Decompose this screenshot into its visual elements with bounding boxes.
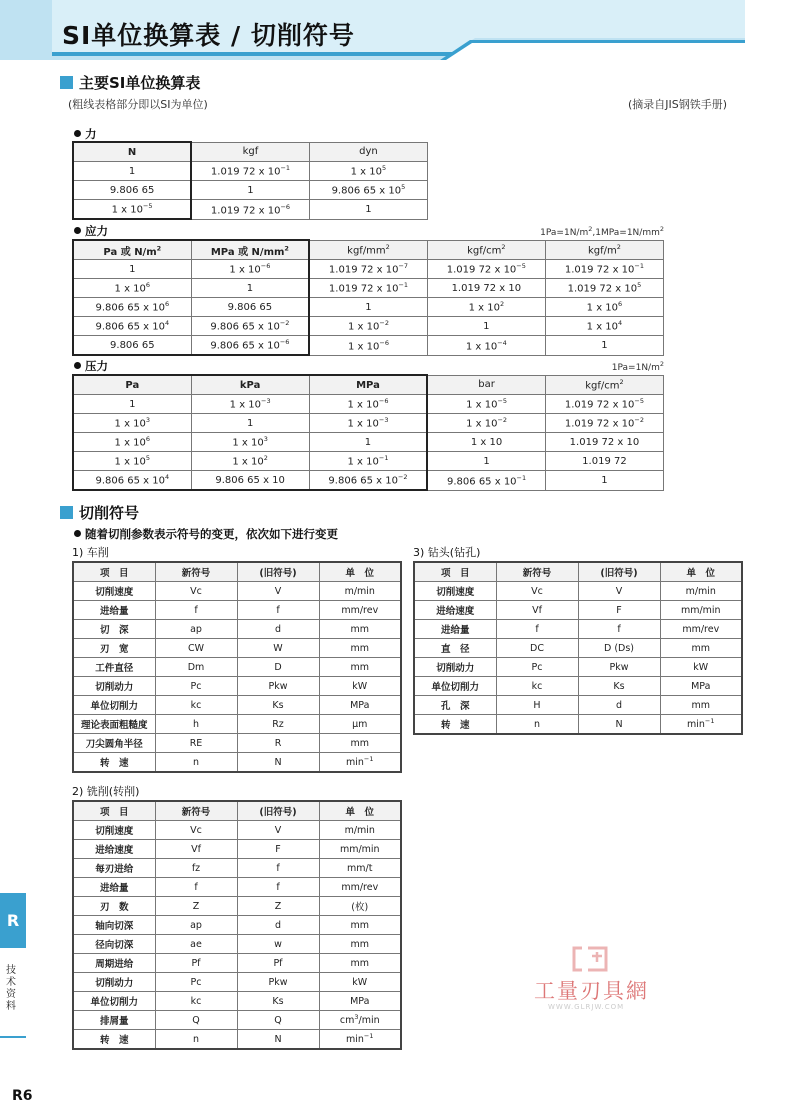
table-cell: μm <box>319 715 401 734</box>
table-header-cell: kgf <box>191 142 309 162</box>
table-cell: 1 x $10^{-2}$ <box>309 317 427 336</box>
table-cell: kW <box>319 677 401 696</box>
table-cell: 转 速 <box>73 753 155 773</box>
table-cell: 进给速度 <box>73 840 155 859</box>
table-header-cell: MPa <box>309 375 427 395</box>
table-cell: mm <box>319 734 401 753</box>
table-header-cell: 新符号 <box>155 562 237 582</box>
symbols-bullet <box>74 526 338 542</box>
bullet-dot-icon <box>74 362 81 369</box>
table-cell: m/min <box>319 821 401 840</box>
table-cell: F <box>237 840 319 859</box>
stress-label <box>74 223 108 239</box>
table-cell: 9.806 65 x $10^6$ <box>73 298 191 317</box>
table-cell: 1 x $10^2$ <box>191 452 309 471</box>
table-row <box>414 639 742 658</box>
table-row <box>73 639 401 658</box>
table-header-cell: Pa <box>73 375 191 395</box>
table-cell: 1.019 72 x $10^{-1}$ <box>191 162 309 181</box>
watermark-url: WWW.GLRJW.COM <box>548 1003 625 1011</box>
table-cell: 9.806 65 x 10 <box>191 471 309 491</box>
table-cell: mm/min <box>319 840 401 859</box>
table-header-cell: kgf/$m^2$ <box>545 240 663 260</box>
table-cell: Pf <box>237 954 319 973</box>
table-row <box>73 601 401 620</box>
table-cell: Pc <box>496 658 578 677</box>
table-cell: 进给量 <box>73 601 155 620</box>
table-row <box>73 298 664 317</box>
pressure-note: $1Pa=1N/m^2$ <box>611 360 664 373</box>
table-header-cell: 新符号 <box>155 801 237 821</box>
table-header-cell: 项 目 <box>73 801 155 821</box>
table-row <box>73 582 401 601</box>
table-cell: 1 x $10^6$ <box>73 433 191 452</box>
table-header-cell: (旧符号) <box>237 801 319 821</box>
bullet-dot-icon <box>74 227 81 234</box>
table-cell: 进给速度 <box>414 601 496 620</box>
force-label <box>74 126 97 142</box>
table-cell: 转 速 <box>414 715 496 735</box>
table-cell: 1 x $10^{-1}$ <box>309 452 427 471</box>
table-cell: 1 <box>309 298 427 317</box>
table-cell: 1 x $10^{-5}$ <box>73 200 191 220</box>
table-cell: 1.019 72 x $10^{-2}$ <box>545 414 663 433</box>
table-row <box>73 954 401 973</box>
table-cell: 9.806 65 x $10^{-6}$ <box>191 336 309 356</box>
table-cell: 9.806 65 <box>73 336 191 356</box>
table-cell: Ks <box>237 992 319 1011</box>
table-cell: 9.806 65 x $10^5$ <box>309 181 427 200</box>
table-cell: kW <box>319 973 401 992</box>
table-cell: Vc <box>155 582 237 601</box>
table-cell: 1 <box>191 414 309 433</box>
table-cell: ap <box>155 916 237 935</box>
table-row <box>73 317 664 336</box>
milling-table <box>72 800 402 1050</box>
table-cell: Pc <box>155 973 237 992</box>
table-cell: Dm <box>155 658 237 677</box>
table-header-cell: (旧符号) <box>237 562 319 582</box>
table-cell: mm <box>319 954 401 973</box>
table-cell: Pkw <box>237 973 319 992</box>
stress-note: $1Pa=1N/m^2,1MPa=1N/mm^2$ <box>540 225 664 238</box>
table-cell: V <box>237 582 319 601</box>
table-cell: n <box>496 715 578 735</box>
table-cell: 1 x $10^{-3}$ <box>309 414 427 433</box>
table-row <box>73 1030 401 1050</box>
table-header-cell: 项 目 <box>414 562 496 582</box>
table-header-row <box>73 240 664 260</box>
table-cell: 理论表面粗糙度 <box>73 715 155 734</box>
table-cell: 工件直径 <box>73 658 155 677</box>
table-cell: 径向切深 <box>73 935 155 954</box>
stress-label-text: 应力 <box>85 224 108 238</box>
table-cell: 1 <box>73 395 191 414</box>
table-row <box>73 935 401 954</box>
turning-table <box>72 561 402 773</box>
table-cell: 1 <box>427 317 545 336</box>
table-row <box>73 859 401 878</box>
table-cell: f <box>237 859 319 878</box>
watermark-text: 工量刃具網 <box>534 979 649 1003</box>
table-cell: 转 速 <box>73 1030 155 1050</box>
table-cell: 切削速度 <box>73 821 155 840</box>
table-cell: f <box>578 620 660 639</box>
table-cell: 1 <box>191 279 309 298</box>
table-row <box>414 658 742 677</box>
table-cell: 1 <box>427 452 545 471</box>
table-row <box>73 433 664 452</box>
table-cell: 单位切削力 <box>73 696 155 715</box>
table-cell: MPa <box>319 696 401 715</box>
page-title: SI单位换算表 / 切削符号 <box>62 21 355 50</box>
table-cell: mm <box>319 620 401 639</box>
table-cell: 切削速度 <box>414 582 496 601</box>
table-cell: $\min^{-1}$ <box>660 715 742 735</box>
table-cell: N <box>237 753 319 773</box>
drilling-title: 3) 钻头(钻孔) <box>413 546 481 559</box>
table-cell: D (Ds) <box>578 639 660 658</box>
table-cell: RE <box>155 734 237 753</box>
table-cell: n <box>155 1030 237 1050</box>
table-row <box>414 601 742 620</box>
table-cell: Ks <box>237 696 319 715</box>
table-cell: m/min <box>660 582 742 601</box>
table-cell: 1 x $10^3$ <box>73 414 191 433</box>
table-cell: R <box>237 734 319 753</box>
table-cell: 1 x $10^{-6}$ <box>309 395 427 414</box>
table-row <box>73 753 401 773</box>
table-row <box>414 715 742 735</box>
table-cell: 直 径 <box>414 639 496 658</box>
table-row <box>73 279 664 298</box>
side-tab-line <box>0 1036 26 1038</box>
table-cell: 1.019 72 x 10 <box>427 279 545 298</box>
table-cell: 1 <box>309 433 427 452</box>
side-tab-text: 技术资料 <box>6 965 16 1012</box>
symbols-section-title-text: 切削符号 <box>79 504 140 522</box>
table-row <box>73 897 401 916</box>
table-cell: Z <box>155 897 237 916</box>
table-cell: f <box>155 601 237 620</box>
table-cell: mm/min <box>660 601 742 620</box>
table-header-cell: 单 位 <box>660 562 742 582</box>
table-cell: 进给量 <box>73 878 155 897</box>
table-cell: 单位切削力 <box>73 992 155 1011</box>
force-label-text: 力 <box>85 127 97 141</box>
table-cell: 1 x $10^{-4}$ <box>427 336 545 356</box>
table-row <box>73 200 428 220</box>
table-header-cell: 项 目 <box>73 562 155 582</box>
table-cell: mm <box>319 639 401 658</box>
table-cell: 1 x $10^{-6}$ <box>191 260 309 279</box>
table-row <box>73 471 664 491</box>
table-row <box>73 715 401 734</box>
table-cell: Ks <box>578 677 660 696</box>
table-cell: 单位切削力 <box>414 677 496 696</box>
table-cell: d <box>237 916 319 935</box>
table-cell: 1 x $10^{-3}$ <box>191 395 309 414</box>
table-cell: 刀尖圆角半径 <box>73 734 155 753</box>
table-row <box>73 734 401 753</box>
table-row <box>73 878 401 897</box>
table-header-row <box>414 562 742 582</box>
table-header-cell: dyn <box>309 142 427 162</box>
table-cell: 刃 数 <box>73 897 155 916</box>
force-table <box>72 141 428 220</box>
table-cell: 9.806 65 x $10^{-1}$ <box>427 471 545 491</box>
table-cell: 1 <box>309 200 427 220</box>
table-cell: mm <box>319 935 401 954</box>
table-header-cell: N <box>73 142 191 162</box>
bullet-dot-icon <box>74 130 81 137</box>
table-cell: f <box>155 878 237 897</box>
table-row <box>73 181 428 200</box>
table-cell: V <box>237 821 319 840</box>
table-row <box>73 916 401 935</box>
table-cell: 1 x $10^{-6}$ <box>309 336 427 356</box>
table-cell: Vc <box>155 821 237 840</box>
si-note-left: (粗线表格部分即以SI为单位) <box>68 98 208 111</box>
table-cell: 1.019 72 x $10^{-7}$ <box>309 260 427 279</box>
table-cell: N <box>578 715 660 735</box>
table-cell: 1.019 72 x $10^{-5}$ <box>427 260 545 279</box>
table-cell: 排屑量 <box>73 1011 155 1030</box>
table-cell: N <box>237 1030 319 1050</box>
drilling-table <box>413 561 743 735</box>
table-cell: mm <box>319 658 401 677</box>
table-cell: 1 x $10^3$ <box>191 433 309 452</box>
table-cell: 1.019 72 x $10^{-1}$ <box>545 260 663 279</box>
table-cell: (枚) <box>319 897 401 916</box>
table-cell: Pkw <box>578 658 660 677</box>
table-cell: 1 x $10^6$ <box>545 298 663 317</box>
table-cell: 1.019 72 x $10^{-5}$ <box>545 395 663 414</box>
table-row <box>73 658 401 677</box>
table-cell: 进给量 <box>414 620 496 639</box>
table-cell: 9.806 65 x $10^4$ <box>73 317 191 336</box>
table-row <box>73 677 401 696</box>
table-cell: 1.019 72 x $10^5$ <box>545 279 663 298</box>
table-cell: 1 <box>73 260 191 279</box>
table-cell: $cm^3/\min$ <box>319 1011 401 1030</box>
table-header-cell: kgf/$mm^2$ <box>309 240 427 260</box>
symbols-bullet-text: 随着切削参数表示符号的变更，依次如下进行变更 <box>85 527 338 541</box>
side-tab-letter: R <box>0 893 26 948</box>
table-cell: W <box>237 639 319 658</box>
table-cell: Vf <box>496 601 578 620</box>
table-cell: 1 x $10^4$ <box>545 317 663 336</box>
section-square-icon <box>60 506 73 519</box>
table-row <box>73 992 401 1011</box>
table-cell: Pc <box>155 677 237 696</box>
table-header-cell: 单 位 <box>319 801 401 821</box>
table-cell: 1 <box>545 471 663 491</box>
table-cell: MPa <box>319 992 401 1011</box>
table-header-cell: 新符号 <box>496 562 578 582</box>
table-cell: Z <box>237 897 319 916</box>
si-section-title <box>60 72 200 93</box>
table-cell: 刃 宽 <box>73 639 155 658</box>
stress-table <box>72 239 664 356</box>
section-square-icon <box>60 76 73 89</box>
table-row <box>414 620 742 639</box>
table-row <box>73 414 664 433</box>
table-cell: d <box>578 696 660 715</box>
table-cell: CW <box>155 639 237 658</box>
table-header-row <box>73 801 401 821</box>
table-cell: Q <box>237 1011 319 1030</box>
table-cell: 9.806 65 <box>73 181 191 200</box>
table-cell: mm <box>660 639 742 658</box>
table-cell: f <box>237 601 319 620</box>
table-cell: MPa <box>660 677 742 696</box>
table-row <box>73 620 401 639</box>
table-cell: ap <box>155 620 237 639</box>
table-header-cell: (旧符号) <box>578 562 660 582</box>
table-row <box>73 162 428 181</box>
table-cell: 9.806 65 x $10^{-2}$ <box>191 317 309 336</box>
table-cell: Pkw <box>237 677 319 696</box>
table-header-cell: MPa 或 $N/mm^2$ <box>191 240 309 260</box>
table-cell: 1 <box>191 181 309 200</box>
table-cell: 1.019 72 x 10 <box>545 433 663 452</box>
table-header-cell: bar <box>427 375 545 395</box>
table-cell: Rz <box>237 715 319 734</box>
table-cell: kc <box>155 992 237 1011</box>
table-cell: 切削速度 <box>73 582 155 601</box>
table-row <box>73 452 664 471</box>
table-cell: 切削动力 <box>414 658 496 677</box>
turning-title: 1) 车削 <box>72 546 109 559</box>
table-cell: Vf <box>155 840 237 859</box>
table-cell: Q <box>155 1011 237 1030</box>
table-row <box>73 696 401 715</box>
table-cell: 9.806 65 x $10^4$ <box>73 471 191 491</box>
bullet-dot-icon <box>74 530 81 537</box>
table-cell: 切削动力 <box>73 973 155 992</box>
table-cell: f <box>496 620 578 639</box>
table-cell: DC <box>496 639 578 658</box>
table-header-row <box>73 375 664 395</box>
table-cell: n <box>155 753 237 773</box>
table-cell: 周期进给 <box>73 954 155 973</box>
table-cell: m/min <box>319 582 401 601</box>
table-cell: 1.019 72 x $10^{-6}$ <box>191 200 309 220</box>
table-cell: V <box>578 582 660 601</box>
table-cell: h <box>155 715 237 734</box>
table-cell: 1.019 72 <box>545 452 663 471</box>
table-cell: w <box>237 935 319 954</box>
table-header-cell: kPa <box>191 375 309 395</box>
table-cell: kW <box>660 658 742 677</box>
table-cell: mm <box>319 916 401 935</box>
pressure-label-text: 压力 <box>85 359 108 373</box>
table-cell: 每刃进给 <box>73 859 155 878</box>
table-header-cell: kgf/$cm^2$ <box>545 375 663 395</box>
table-cell: mm <box>660 696 742 715</box>
table-cell: ae <box>155 935 237 954</box>
table-row <box>73 973 401 992</box>
table-cell: mm/rev <box>319 601 401 620</box>
si-note-right: (摘录自JIS钢铁手册) <box>628 98 728 111</box>
table-cell: 9.806 65 x $10^{-2}$ <box>309 471 427 491</box>
table-cell: 1 x $10^6$ <box>73 279 191 298</box>
table-cell: 1.019 72 x $10^{-1}$ <box>309 279 427 298</box>
table-cell: F <box>578 601 660 620</box>
table-cell: D <box>237 658 319 677</box>
table-cell: 1 x $10^2$ <box>427 298 545 317</box>
table-cell: Vc <box>496 582 578 601</box>
table-cell: 1 x $10^{-5}$ <box>427 395 545 414</box>
table-header-row <box>73 142 428 162</box>
symbols-section-title <box>60 502 139 523</box>
table-cell: 轴向切深 <box>73 916 155 935</box>
table-cell: 1 <box>545 336 663 356</box>
table-cell: fz <box>155 859 237 878</box>
table-cell: f <box>237 878 319 897</box>
table-cell: kc <box>496 677 578 696</box>
table-cell: 1 x $10^{-2}$ <box>427 414 545 433</box>
table-header-cell: 单 位 <box>319 562 401 582</box>
table-row <box>73 1011 401 1030</box>
si-section-title-text: 主要SI单位换算表 <box>79 74 201 92</box>
table-cell: 9.806 65 <box>191 298 309 317</box>
table-cell: Pf <box>155 954 237 973</box>
table-row <box>414 582 742 601</box>
table-row <box>73 821 401 840</box>
table-cell: kc <box>155 696 237 715</box>
table-cell: mm/t <box>319 859 401 878</box>
table-header-cell: kgf/$cm^2$ <box>427 240 545 260</box>
table-cell: 孔 深 <box>414 696 496 715</box>
table-row <box>73 840 401 859</box>
table-row <box>73 260 664 279</box>
pressure-table <box>72 374 664 491</box>
table-row <box>414 677 742 696</box>
table-cell: H <box>496 696 578 715</box>
milling-title: 2) 铣削(转削) <box>72 785 140 798</box>
page-number: R6 <box>12 1088 33 1104</box>
table-cell: $\min^{-1}$ <box>319 753 401 773</box>
table-cell: 1 x 10 <box>427 433 545 452</box>
table-row <box>73 336 664 356</box>
table-header-cell: Pa 或 $N/m^2$ <box>73 240 191 260</box>
table-row <box>414 696 742 715</box>
pressure-label <box>74 358 108 374</box>
table-header-row <box>73 562 401 582</box>
table-cell: 1 x $10^5$ <box>73 452 191 471</box>
table-row <box>73 395 664 414</box>
table-cell: mm/rev <box>319 878 401 897</box>
table-cell: 1 x $10^5$ <box>309 162 427 181</box>
table-cell: mm/rev <box>660 620 742 639</box>
table-cell: d <box>237 620 319 639</box>
table-cell: 切削动力 <box>73 677 155 696</box>
table-cell: 切 深 <box>73 620 155 639</box>
table-cell: 1 <box>73 162 191 181</box>
table-cell: $\min^{-1}$ <box>319 1030 401 1050</box>
